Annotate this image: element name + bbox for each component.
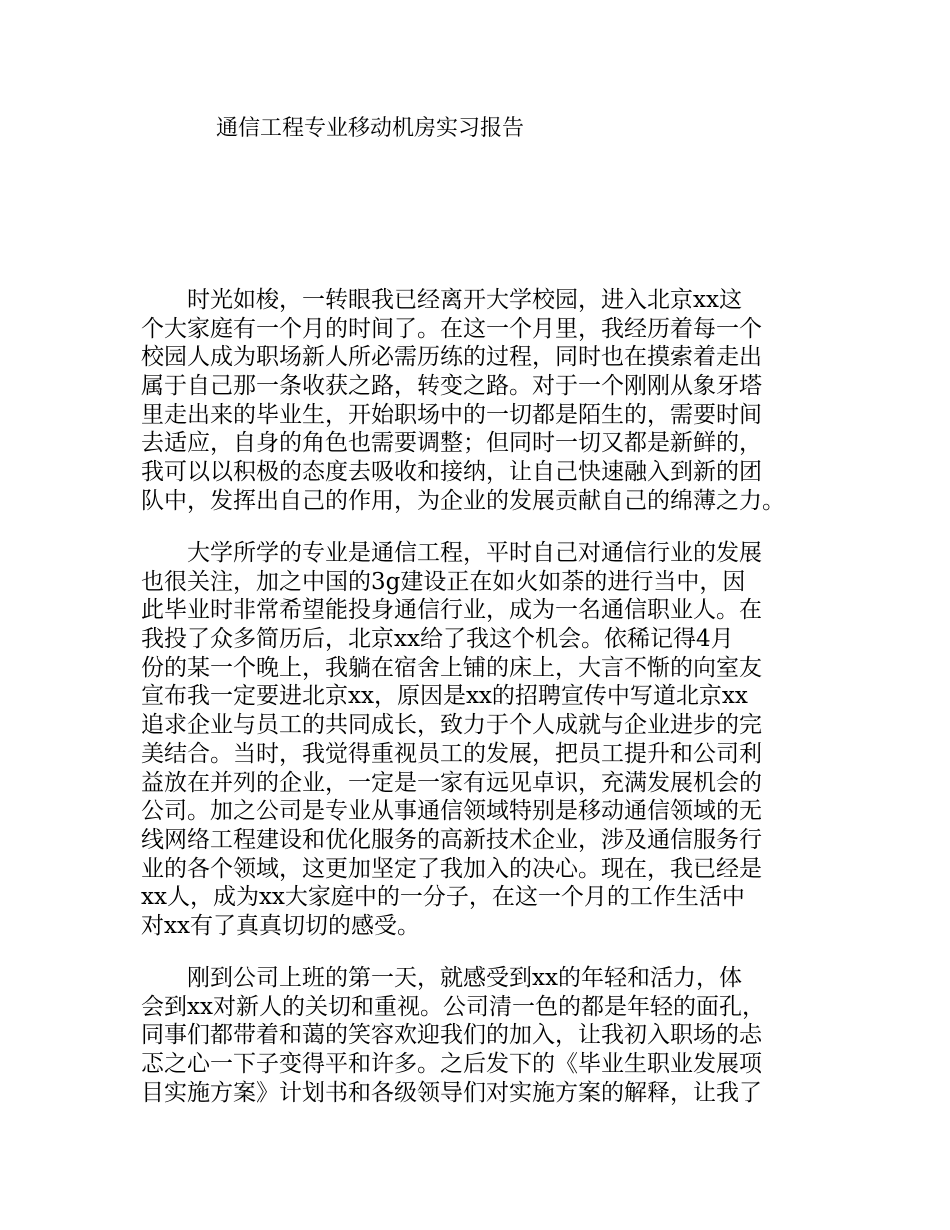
text-line: 个大家庭有一个月的时间了。在这一个月里，我经历着每一个 xyxy=(141,315,762,342)
text-line: 属于自己那一条收获之路，转变之路。对于一个刚刚从象牙塔 xyxy=(141,373,762,400)
text-line: 去适应，自身的角色也需要调整；但同时一切又都是新鲜的， xyxy=(141,430,762,457)
text-line: 线网络工程建设和优化服务的高新技术企业，涉及通信服务行 xyxy=(141,826,762,853)
text-line: 里走出来的毕业生，开始职场中的一切都是陌生的，需要时间 xyxy=(141,401,762,428)
text-line: xx人，成为xx大家庭中的一分子，在这一个月的工作生活中 xyxy=(141,884,745,911)
paragraph-3 xyxy=(141,964,831,1107)
text-line: 大学所学的专业是通信工程，平时自己对通信行业的发展 xyxy=(141,540,762,566)
text-line: 宣布我一定要进北京xx，原因是xx的招聘宣传中写道北京xx xyxy=(141,683,748,710)
text-line: 我可以以积极的态度去吸收和接纳，让自己快速融入到新的团 xyxy=(141,459,762,486)
text-line: 会到xx对新人的关切和重视。公司清一色的都是年轻的面孔， xyxy=(141,993,765,1020)
text-line: 队中，发挥出自己的作用，为企业的发展贡献自己的绵薄之力。 xyxy=(141,487,785,514)
text-line: 公司。加之公司是专业从事通信领域特别是移动通信领域的无 xyxy=(141,798,762,825)
text-line: 对xx有了真真切切的感受。 xyxy=(141,912,420,939)
text-line: 同事们都带着和蔼的笑容欢迎我们的加入，让我初入职场的忐 xyxy=(141,1022,762,1049)
text-line: 也很关注，加之中国的3g建设正在如火如荼的进行当中，因 xyxy=(141,568,746,595)
text-line: 我投了众多简历后，北京xx给了我这个机会。依稀记得4月 xyxy=(141,626,734,653)
paragraph-2 xyxy=(141,539,831,941)
text-line: 份的某一个晚上，我躺在宿舍上铺的床上，大言不惭的向室友 xyxy=(141,654,762,681)
text-line: 校园人成为职场新人所必需历练的过程，同时也在摸索着走出 xyxy=(141,344,762,371)
text-line: 追求企业与员工的共同成长，致力于个人成就与企业进步的完 xyxy=(141,712,762,739)
text-line: 益放在并列的企业，一定是一家有远见卓识，充满发展机会的 xyxy=(141,769,762,796)
text-line: 美结合。当时，我觉得重视员工的发展，把员工提升和公司利 xyxy=(141,740,762,767)
text-line: 目实施方案》计划书和各级领导们对实施方案的解释，让我了 xyxy=(141,1079,762,1106)
text-line: 业的各个领域，这更加坚定了我加入的决心。现在，我已经是 xyxy=(141,855,762,882)
text-line: 刚到公司上班的第一天，就感受到xx的年轻和活力，体 xyxy=(141,965,742,991)
paragraph-1 xyxy=(141,286,831,516)
text-line: 时光如梭，一转眼我已经离开大学校园，进入北京xx这 xyxy=(141,287,742,313)
text-line: 忑之心一下子变得平和许多。之后发下的《毕业生职业发展项 xyxy=(141,1051,762,1078)
document-title: 通信工程专业移动机房实习报告 xyxy=(216,116,525,141)
text-line: 此毕业时非常希望能投身通信行业，成为一名通信职业人。在 xyxy=(141,597,762,624)
